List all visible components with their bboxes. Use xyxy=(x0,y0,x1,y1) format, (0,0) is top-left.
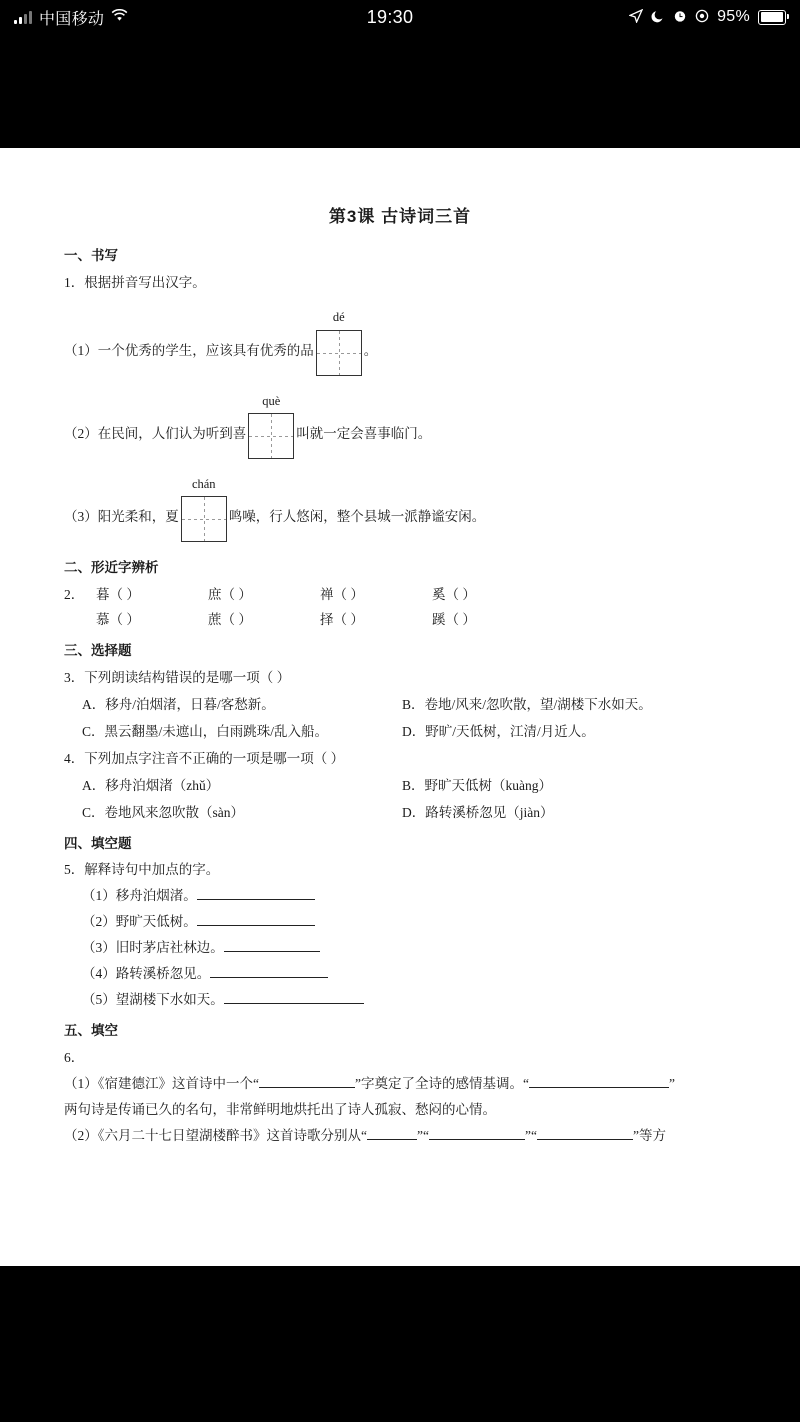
fill-3-post: 鸣噪，行人悠闲，整个县城一派静谧安闲。 xyxy=(228,509,486,525)
discrimination-cell[interactable]: 蹊（ ） xyxy=(432,612,476,628)
signal-bars-icon xyxy=(14,11,32,24)
answer-blank[interactable] xyxy=(224,992,364,1004)
answer-blank[interactable] xyxy=(224,940,320,952)
discrimination-cell[interactable]: 庶（ ） xyxy=(208,587,252,603)
q6-1-part1: （1）《宿建德江》这首诗中一个“ xyxy=(64,1075,259,1091)
question-1: 1．根据拼音写出汉字。 xyxy=(64,275,206,291)
discrimination-cell[interactable]: 蔗（ ） xyxy=(208,612,252,628)
writing-cell-1[interactable] xyxy=(316,330,362,376)
answer-blank[interactable] xyxy=(197,888,315,900)
spacer xyxy=(64,610,96,631)
writing-cell-2[interactable] xyxy=(248,413,294,459)
alarm-icon xyxy=(673,9,687,25)
pinyin-label-2: què xyxy=(262,393,281,408)
section-heading-5: 五、填空 xyxy=(64,1022,118,1038)
tianzige-3[interactable] xyxy=(181,475,227,542)
pinyin-label-1: dé xyxy=(332,310,345,325)
status-bar xyxy=(0,0,800,34)
carrier-label: 中国移动 xyxy=(39,10,105,28)
question-6-item-1 xyxy=(64,1074,736,1095)
option-3-b[interactable]: B．卷地/风来/忽吹散，望/湖楼下水如天。 xyxy=(402,696,652,712)
question-3-stem: 3．下列朗读结构错误的是哪一项（ ） xyxy=(64,670,291,685)
discrimination-cell[interactable]: 暮（ ） xyxy=(96,587,140,603)
tianzige-2[interactable] xyxy=(248,392,294,459)
question-5-item-3 xyxy=(82,938,736,959)
document-sheet xyxy=(0,148,800,1266)
question-5-item-1 xyxy=(82,886,736,907)
q6-1-part2: ”字奠定了全诗的感情基调。“ xyxy=(355,1075,529,1091)
section-heading-2: 二、形近字辨析 xyxy=(64,560,159,576)
page-title: 第3课 古诗词三首 xyxy=(328,207,472,226)
fill-1-pre: （1）一个优秀的学生，应该具有优秀的品 xyxy=(64,342,314,358)
fill-2-pre: （2）在民间，人们认为听到喜 xyxy=(64,426,247,442)
item-text: （2）野旷天低树。 xyxy=(82,914,197,930)
pinyin-label-3: chán xyxy=(191,476,216,491)
q6-1-part3: ” xyxy=(668,1075,675,1091)
question-5-item-2 xyxy=(82,912,736,933)
question-3-options-row-1 xyxy=(82,695,736,716)
status-bar-left xyxy=(0,6,294,29)
discrimination-row-2 xyxy=(64,610,736,631)
discrimination-row-1 xyxy=(64,585,736,606)
question-3-options-row-2 xyxy=(82,722,736,743)
section-heading-4: 四、填空题 xyxy=(64,835,132,851)
question-2-number: 2． xyxy=(64,587,85,603)
option-3-a[interactable]: A．移舟/泊烟渚，日暮/客愁新。 xyxy=(82,696,275,712)
location-arrow-icon xyxy=(629,9,643,25)
wifi-icon xyxy=(111,9,128,25)
item-text: （1）移舟泊烟渚。 xyxy=(82,888,197,904)
answer-blank[interactable] xyxy=(259,1076,355,1088)
question-6-item-2 xyxy=(64,1126,736,1147)
fill-3-pre: （3）阳光柔和，夏 xyxy=(64,509,179,525)
section-heading-1: 一、书写 xyxy=(64,248,118,264)
fill-in-row-2 xyxy=(64,392,736,459)
answer-blank[interactable] xyxy=(367,1128,417,1140)
question-4-stem: 4．下列加点字注音不正确的一项是哪一项（ ） xyxy=(64,750,345,766)
option-4-a[interactable]: A．移舟泊烟渚（zhǔ） xyxy=(82,777,220,793)
option-4-d[interactable]: D．路转溪桥忽见（jiàn） xyxy=(402,804,554,820)
battery-percent-label: 95% xyxy=(717,8,750,25)
option-3-c[interactable]: C．黑云翻墨/未遮山，白雨跳珠/乱入船。 xyxy=(82,723,329,739)
status-bar-right xyxy=(486,8,800,26)
answer-blank[interactable] xyxy=(429,1128,525,1140)
q6-2-part2: ”“ xyxy=(417,1127,429,1143)
tianzige-1[interactable] xyxy=(316,308,362,375)
question-5-stem: 5．解释诗句中加点的字。 xyxy=(64,862,220,878)
answer-blank[interactable] xyxy=(197,914,315,926)
fill-2-post: 叫就一定会喜事临门。 xyxy=(296,426,432,442)
document-body xyxy=(0,148,800,1147)
q6-2-part4: ”等方 xyxy=(632,1127,666,1143)
answer-blank[interactable] xyxy=(537,1128,633,1140)
answer-blank[interactable] xyxy=(529,1076,669,1088)
q6-2-part3: ”“ xyxy=(524,1127,537,1143)
discrimination-cell[interactable]: 禅（ ） xyxy=(320,587,364,603)
discrimination-cell[interactable]: 择（ ） xyxy=(320,612,364,628)
status-bar-clock: 19:30 xyxy=(366,6,414,27)
option-4-b[interactable]: B．野旷天低树（kuàng） xyxy=(402,777,552,793)
item-text: （5）望湖楼下水如天。 xyxy=(82,992,224,1008)
circle-icon xyxy=(695,9,709,25)
question-4-options-row-2 xyxy=(82,803,736,824)
item-text: （3）旧时茅店社林边。 xyxy=(82,940,224,956)
question-6-item-1-cont: 两句诗是传诵已久的名句，非常鲜明地烘托出了诗人孤寂、愁闷的心情。 xyxy=(64,1101,496,1117)
question-5-item-4 xyxy=(82,964,736,985)
discrimination-cell[interactable]: 奚（ ） xyxy=(432,587,476,603)
question-5-item-5 xyxy=(82,990,736,1011)
option-4-c[interactable]: C．卷地风来忽吹散（sàn） xyxy=(82,804,244,820)
option-3-d[interactable]: D．野旷/天低树，江清/月近人。 xyxy=(402,723,595,739)
fill-in-row-3 xyxy=(64,475,736,542)
fill-in-row-1 xyxy=(64,308,736,375)
fill-1-post: 。 xyxy=(363,342,378,358)
item-text: （4）路转溪桥忽见。 xyxy=(82,966,211,982)
q6-2-part1: （2）《六月二十七日望湖楼醉书》这首诗歌分别从“ xyxy=(64,1127,367,1143)
question-4-options-row-1 xyxy=(82,776,736,797)
moon-icon xyxy=(651,9,665,25)
discrimination-cell[interactable]: 慕（ ） xyxy=(96,612,140,628)
answer-blank[interactable] xyxy=(210,966,328,978)
section-heading-3: 三、选择题 xyxy=(64,643,132,659)
writing-cell-3[interactable] xyxy=(181,496,227,542)
question-6-number: 6． xyxy=(64,1049,85,1065)
battery-icon xyxy=(758,10,786,25)
